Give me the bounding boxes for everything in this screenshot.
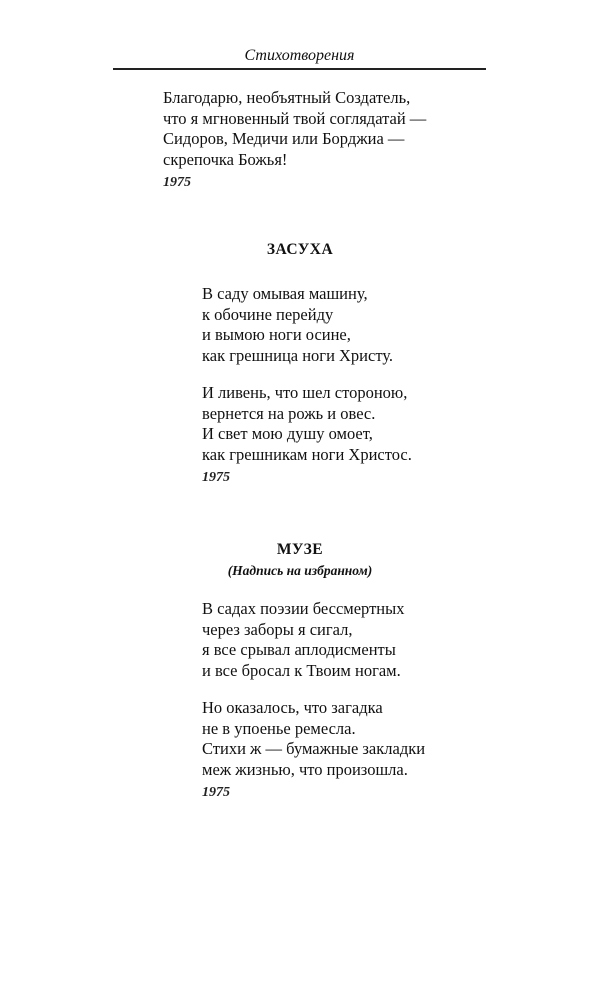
poem-title: МУЗЕ <box>276 541 324 558</box>
poem-title: ЗАСУХА <box>266 241 334 258</box>
header-rule <box>113 68 486 70</box>
verse-line: и все бросал к Твоим ногам. <box>202 660 401 680</box>
verse-line: скрепочка Божья! <box>163 149 288 169</box>
verse-line: В садах поэзии бессмертных <box>202 599 405 618</box>
poem-subtitle: (Надпись на избранном) <box>227 563 373 578</box>
verse-line: как грешница ноги Христу. <box>202 345 394 365</box>
verse-line: я все срывал аплодисменты <box>202 640 396 659</box>
verse-line: И ливень, что шел стороною, <box>202 383 408 402</box>
verse-line: что я мгновенный твой соглядатай — <box>163 108 427 128</box>
verse-line: вернется на рожь и овес. <box>202 403 376 423</box>
verse-line: не в упоенье ремесла. <box>202 718 356 738</box>
verse-line: как грешникам ноги Христос. <box>202 444 412 464</box>
poem-stanza <box>202 284 393 366</box>
verse-line: меж жизнью, что произошла. <box>202 759 408 779</box>
verse-line: через заборы я сигал, <box>202 619 353 639</box>
poem-stanza <box>202 599 404 681</box>
poem-stanza <box>202 698 425 780</box>
poem-fragment-stanza <box>163 88 426 170</box>
verse-line: Но оказалось, что загадка <box>202 698 383 717</box>
verse-line: Благодарю, необъятный Создатель, <box>163 88 411 107</box>
verse-line: Стихи ж — бумажные закладки <box>202 739 426 758</box>
verse-line: Сидоров, Медичи или Борджиа — <box>163 129 405 148</box>
verse-line: и вымою ноги осине, <box>202 325 351 344</box>
poem-year: 1975 <box>202 470 230 485</box>
poem-stanza <box>202 383 412 465</box>
verse-line: к обочине перейду <box>202 304 334 324</box>
poem-year: 1975 <box>202 785 230 800</box>
verse-line: В саду омывая машину, <box>202 284 368 303</box>
running-head: Стихотворения <box>244 47 355 64</box>
verse-line: И свет мою душу омоет, <box>202 424 373 443</box>
poem-year: 1975 <box>163 175 191 190</box>
